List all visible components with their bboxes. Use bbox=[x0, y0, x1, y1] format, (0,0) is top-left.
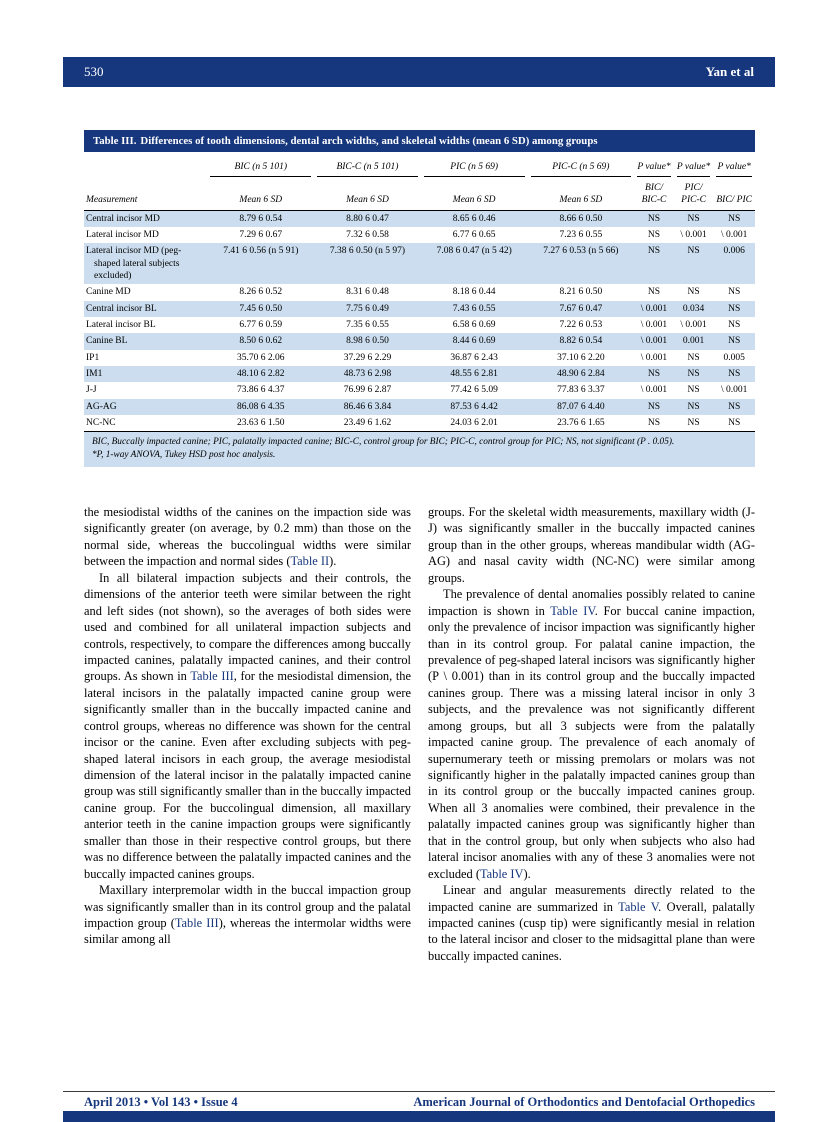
p-value-cell: NS bbox=[687, 368, 700, 379]
data-table bbox=[84, 152, 755, 432]
mean-sd-cell: 87.53 6 4.42 bbox=[450, 401, 498, 412]
p-value-cell: 0.001 bbox=[682, 336, 705, 347]
mean-sd-cell: 7.38 6 0.50 (n 5 97) bbox=[329, 246, 406, 257]
empty-header-cell bbox=[84, 152, 207, 176]
mean-sd-cell: 6.77 6 0.65 bbox=[452, 229, 496, 240]
mean-sd-cell: 87.07 6 4.40 bbox=[557, 401, 605, 412]
mean-sd-cell: 37.29 6 2.29 bbox=[343, 352, 392, 363]
mean-sd-cell: 7.75 6 0.49 bbox=[346, 303, 389, 314]
mean-sd-cell: 23.63 6 1.50 bbox=[207, 415, 314, 432]
group-header: PIC-C (n 5 69) bbox=[528, 152, 635, 176]
p-value-cell: 0.006 bbox=[723, 246, 745, 257]
mean-sd-cell: 76.99 6 2.87 bbox=[343, 385, 392, 396]
p-value-cell: NS bbox=[647, 287, 661, 298]
mean-sd-header: Mean 6 SD bbox=[314, 177, 421, 210]
measurement-header: Measurement bbox=[84, 177, 207, 210]
mean-sd-cell: 7.32 6 0.58 bbox=[346, 229, 389, 240]
table-ref-link[interactable]: Table III bbox=[174, 915, 219, 930]
p-value-cell: \ 0.001 bbox=[680, 319, 707, 330]
mean-sd-cell: 7.23 6 0.55 bbox=[559, 229, 603, 240]
mean-sd-cell: 7.29 6 0.67 bbox=[239, 229, 283, 240]
footnote: *P, 1-way ANOVA, Tukey HSD post hoc analysis. bbox=[92, 450, 276, 461]
mean-sd-cell: 73.86 6 4.37 bbox=[237, 385, 285, 396]
p-value-cell: \ 0.001 bbox=[720, 385, 748, 396]
mean-sd-cell: 86.46 6 3.84 bbox=[343, 401, 392, 412]
mean-sd-cell: 8.98 6 0.50 bbox=[346, 336, 389, 347]
paragraph: groups. For the skeletal width measurements, maxillary width (J-J) was significantly smaller in the buccally impacted canines group than in the other groups, whereas mandibular width (AG-AG) and nasal cavity width (NC-NC) were similar among groups. bbox=[428, 505, 755, 585]
mean-sd-cell: 7.45 6 0.50 bbox=[239, 303, 283, 314]
mean-sd-cell: 6.77 6 0.59 bbox=[239, 319, 283, 330]
right-column bbox=[428, 504, 755, 964]
p-value-cell: NS bbox=[728, 336, 741, 347]
mean-sd-cell: 77.83 6 3.37 bbox=[557, 385, 605, 396]
mean-sd-cell: 35.70 6 2.06 bbox=[237, 352, 285, 363]
p-value-cell: NS bbox=[728, 213, 741, 224]
table-title: Differences of tooth dimensions, dental arch widths, and skeletal widths (mean 6 SD) among groups bbox=[140, 135, 598, 147]
p-value-cell: 0.034 bbox=[682, 303, 705, 314]
measurement-label: IM1 bbox=[86, 368, 103, 379]
p-comparison-header: PIC/ PIC-C bbox=[674, 177, 714, 210]
p-value-cell: NS bbox=[647, 246, 661, 257]
table-row bbox=[84, 301, 755, 317]
table-ref-link[interactable]: Table V bbox=[618, 899, 659, 914]
p-value-cell: NS bbox=[647, 213, 661, 224]
mean-sd-cell: 23.76 6 1.65 bbox=[528, 415, 635, 432]
group-header: BIC-C (n 5 101) bbox=[314, 152, 421, 176]
measurement-label: NC-NC bbox=[84, 415, 207, 432]
mean-sd-cell: 48.90 6 2.84 bbox=[557, 368, 605, 379]
mean-sd-cell: 7.27 6 0.53 (n 5 66) bbox=[543, 246, 619, 257]
mean-sd-cell: 7.67 6 0.47 bbox=[559, 303, 603, 314]
table-row bbox=[84, 415, 755, 432]
p-value-cell: \ 0.001 bbox=[640, 319, 668, 330]
p-value-header: P value* bbox=[713, 152, 755, 176]
table-caption bbox=[84, 130, 755, 152]
mean-sd-cell: 8.80 6 0.47 bbox=[346, 213, 389, 224]
measurement-label: AG-AG bbox=[86, 401, 117, 412]
p-value-cell: \ 0.001 bbox=[720, 229, 748, 240]
mean-sd-cell: 23.49 6 1.62 bbox=[314, 415, 421, 432]
mean-sd-cell: 48.73 6 2.98 bbox=[343, 368, 392, 379]
mean-sd-cell: 48.55 6 2.81 bbox=[450, 368, 498, 379]
mean-sd-cell: 36.87 6 2.43 bbox=[450, 352, 498, 363]
p-value-cell: NS bbox=[728, 401, 741, 412]
mean-sd-cell: 8.21 6 0.50 bbox=[559, 287, 603, 298]
table-row bbox=[84, 382, 755, 398]
paragraph: the mesiodistal widths of the canines on the impaction side was significantly greater (on average, by 0.2 mm) than those on the normal side, whereas the buccolingual widths were similar between the impaction and normal sides (Table II). bbox=[84, 505, 411, 569]
p-comparison-header: BIC/ PIC bbox=[713, 177, 755, 210]
journal-name: American Journal of Orthodontics and Dentofacial Orthopedics bbox=[413, 1095, 755, 1109]
mean-sd-cell: 8.31 6 0.48 bbox=[346, 287, 389, 298]
mean-sd-cell: 7.41 6 0.56 (n 5 91) bbox=[223, 246, 299, 257]
mean-sd-cell: 8.66 6 0.50 bbox=[559, 213, 603, 224]
measurement-label: Canine BL bbox=[86, 336, 128, 347]
p-value-cell: NS bbox=[687, 401, 700, 412]
p-value-cell: NS bbox=[687, 287, 700, 298]
paragraph: In all bilateral impaction subjects and their controls, the dimensions of the anterior teeth were similar between the right and left sides (not shown), so the averages of both sides were used and combined for all unilateral impaction subjects and controls, respectively, to compare the differences among buccally impacted canines, palatally impacted canines, and their control groups. As shown in Table III, for the mesiodistal dimension, the lateral incisors in the palatally impacted canine group were significantly smaller than in the buccally impacted canine and control groups, whereas no difference was shown for the central incisor or the canine. Even after excluding subjects with peg-shaped lateral incisors in each group, the average mesiodistal dimension of the lateral incisor in the palatally impacted canine group was still significantly smaller than in the buccally impacted canine group. For the buccolingual dimension, all maxillary anterior teeth in the canine impaction groups were significantly smaller than those in their respective control groups, but there was no difference between the palatally impacted canines and the buccally impacted canines groups. bbox=[84, 570, 411, 881]
p-value-cell: \ 0.001 bbox=[640, 336, 668, 347]
table-iii bbox=[84, 130, 755, 467]
table-ref-link[interactable]: Table III bbox=[190, 669, 234, 684]
sub-header-row bbox=[84, 177, 755, 210]
p-value-cell: NS bbox=[713, 415, 755, 432]
p-value-header: P value* bbox=[634, 152, 674, 176]
table-row bbox=[84, 243, 755, 284]
group-header: PIC (n 5 69) bbox=[421, 152, 528, 176]
group-header: BIC (n 5 101) bbox=[207, 152, 314, 176]
mean-sd-cell: 24.03 6 2.01 bbox=[421, 415, 528, 432]
mean-sd-cell: 7.35 6 0.55 bbox=[346, 319, 389, 330]
mean-sd-cell: 8.44 6 0.69 bbox=[452, 336, 496, 347]
table-row bbox=[84, 227, 755, 243]
measurement-label: Lateral incisor MD (peg-shaped lateral subjects excluded) bbox=[86, 246, 182, 281]
mean-sd-header: Mean 6 SD bbox=[421, 177, 528, 210]
mean-sd-cell: 86.08 6 4.35 bbox=[237, 401, 285, 412]
p-value-cell: NS bbox=[687, 213, 700, 224]
table-label: Table III. bbox=[93, 135, 137, 147]
left-column bbox=[84, 504, 411, 964]
running-author: Yan et al bbox=[705, 64, 754, 79]
table-ref-link[interactable]: Table IV bbox=[479, 866, 524, 881]
table-row bbox=[84, 350, 755, 366]
mean-sd-header: Mean 6 SD bbox=[207, 177, 314, 210]
mean-sd-header: Mean 6 SD bbox=[528, 177, 635, 210]
p-value-cell: NS bbox=[647, 401, 661, 412]
measurement-label: Central incisor MD bbox=[86, 213, 160, 224]
footer-bar bbox=[63, 1111, 775, 1122]
p-value-cell: NS bbox=[674, 415, 714, 432]
mean-sd-cell: 48.10 6 2.82 bbox=[237, 368, 285, 379]
p-value-cell: NS bbox=[687, 352, 700, 363]
page-footer bbox=[84, 1095, 755, 1110]
issue-info: April 2013 • Vol 143 • Issue 4 bbox=[84, 1095, 238, 1109]
table-row bbox=[84, 317, 755, 333]
p-value-cell: NS bbox=[647, 229, 661, 240]
table-row bbox=[84, 284, 755, 300]
group-header-row bbox=[84, 152, 755, 176]
footer-rule bbox=[63, 1091, 775, 1092]
mean-sd-cell: 8.82 6 0.54 bbox=[559, 336, 603, 347]
mean-sd-cell: 7.22 6 0.53 bbox=[559, 319, 603, 330]
p-value-cell: NS bbox=[728, 368, 741, 379]
p-value-cell: NS bbox=[728, 319, 741, 330]
mean-sd-cell: 8.79 6 0.54 bbox=[239, 213, 283, 224]
mean-sd-cell: 6.58 6 0.69 bbox=[452, 319, 496, 330]
table-row bbox=[84, 210, 755, 227]
table-ref-link[interactable]: Table II bbox=[290, 554, 330, 569]
p-value-cell: \ 0.001 bbox=[640, 352, 668, 363]
mean-sd-cell: 7.43 6 0.55 bbox=[452, 303, 496, 314]
paragraph: Maxillary interpremolar width in the buccal impaction group was significantly smaller than in its control group and the palatal impaction group (Table III), whereas the intermolar widths were similar among all bbox=[84, 883, 411, 947]
table-footnotes bbox=[84, 432, 755, 467]
p-value-cell: NS bbox=[687, 246, 700, 257]
measurement-label: Central incisor BL bbox=[86, 303, 157, 314]
measurement-label: Canine MD bbox=[86, 287, 131, 298]
page-header-bar bbox=[63, 57, 775, 87]
table-row bbox=[84, 333, 755, 349]
table-row bbox=[84, 399, 755, 415]
p-value-cell: \ 0.001 bbox=[640, 303, 668, 314]
measurement-label: IP1 bbox=[86, 352, 100, 363]
table-row bbox=[84, 366, 755, 382]
p-value-cell: NS bbox=[687, 385, 700, 396]
p-value-cell: NS bbox=[647, 368, 661, 379]
mean-sd-cell: 8.65 6 0.46 bbox=[452, 213, 496, 224]
footnote: BIC, Buccally impacted canine; PIC, palatally impacted canine; BIC-C, control group for BIC; PIC-C, control group for PIC; NS, not significant (P . 0.05). bbox=[92, 437, 675, 448]
measurement-label: Lateral incisor BL bbox=[86, 319, 156, 330]
measurement-label: Lateral incisor MD bbox=[86, 229, 159, 240]
p-value-cell: NS bbox=[728, 287, 741, 298]
mean-sd-cell: 37.10 6 2.20 bbox=[557, 352, 605, 363]
mean-sd-cell: 8.50 6 0.62 bbox=[239, 336, 283, 347]
mean-sd-cell: 8.18 6 0.44 bbox=[452, 287, 496, 298]
p-value-header: P value* bbox=[674, 152, 714, 176]
page-number: 530 bbox=[84, 64, 104, 79]
paragraph: Linear and angular measurements directly related to the impacted canine are summarized in Table V. Overall, palatally impacted canines (cusp tip) were significantly mesial in relation to the lateral incisor and closer to the midsagittal plane than were buccally impacted canines. bbox=[428, 883, 755, 963]
p-value-cell: \ 0.001 bbox=[680, 229, 707, 240]
p-value-cell: \ 0.001 bbox=[640, 385, 668, 396]
body-text bbox=[84, 504, 755, 964]
paragraph: The prevalence of dental anomalies possibly related to canine impaction is shown in Table IV. For buccal canine impaction, only the prevalence of incisor impaction was significantly higher than in its control group. For palatal canine impaction, the prevalence of peg-shaped lateral incisors was significantly higher (P \ 0.001) than in its control group and the buccally impacted canines group. There was a missing lateral incisor in only 3 subjects, and the prevalence was not significantly different among groups, but all 3 subjects were from the palatally impacted canine group. The prevalence of each anomaly of supernumerary teeth or missing premolars or molars was not significantly higher in the palatally impacted canines group than in its control group or the buccally impacted canines group. When all 3 anomalies were combined, their prevalence in the palatally impacted canines group was significantly higher than that in the control group, but only when subjects who also had lateral incisor anomalies with any of these 3 anomalies were not excluded (Table IV). bbox=[428, 587, 755, 881]
mean-sd-cell: 77.42 6 5.09 bbox=[450, 385, 498, 396]
mean-sd-cell: 8.26 6 0.52 bbox=[239, 287, 283, 298]
p-value-cell: NS bbox=[728, 303, 741, 314]
mean-sd-cell: 7.08 6 0.47 (n 5 42) bbox=[436, 246, 512, 257]
p-value-cell: 0.005 bbox=[723, 352, 745, 363]
table-ref-link[interactable]: Table IV bbox=[550, 603, 595, 618]
p-comparison-header: BIC/ BIC-C bbox=[634, 177, 674, 210]
measurement-label: J-J bbox=[86, 385, 97, 396]
p-value-cell: NS bbox=[634, 415, 674, 432]
